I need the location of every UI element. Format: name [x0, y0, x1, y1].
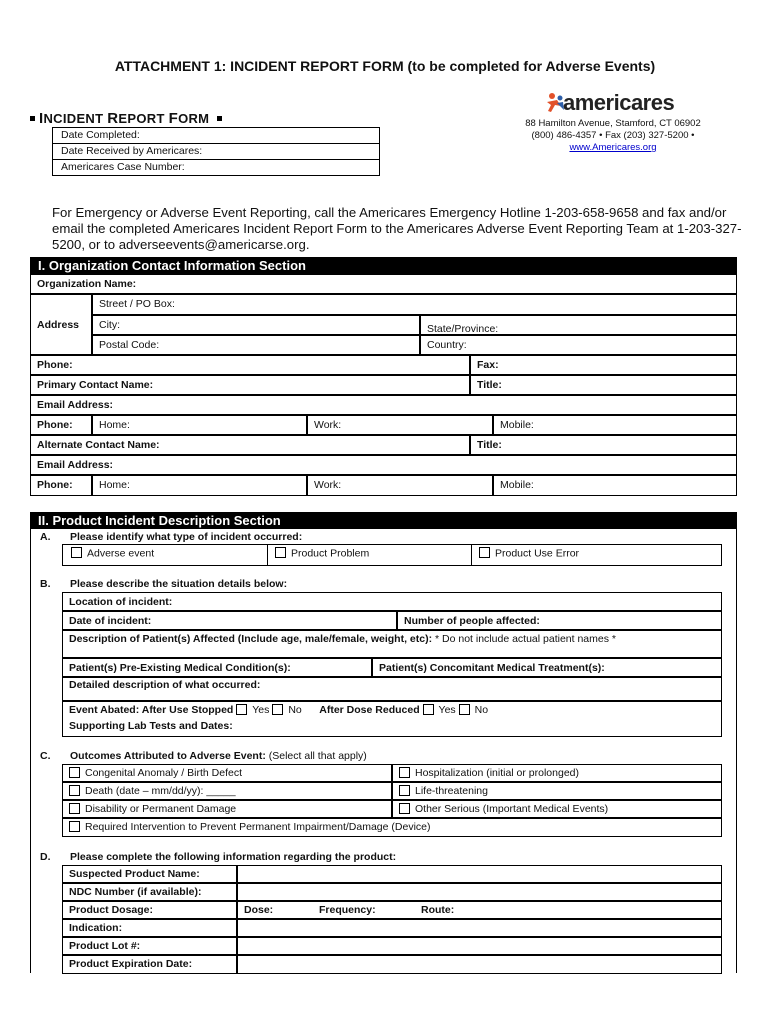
outcome-disability[interactable]: Disability or Permanent Damage	[62, 800, 392, 818]
city-field[interactable]: City:	[92, 315, 420, 335]
lab-tests-label: Supporting Lab Tests and Dates:	[69, 720, 233, 732]
left-border	[30, 529, 31, 973]
number-affected-field[interactable]: Number of people affected:	[397, 611, 722, 630]
americares-logo	[545, 90, 695, 116]
section-c-letter: C.	[40, 750, 51, 762]
bullet-square-icon	[30, 116, 35, 121]
office-use-box	[52, 127, 380, 176]
website-link[interactable]: www.Americares.org	[569, 142, 657, 153]
phone-field[interactable]: Phone:	[30, 355, 470, 375]
abated-yes-checkbox[interactable]	[236, 704, 247, 715]
checkbox-icon[interactable]	[69, 767, 80, 778]
abated-no-checkbox[interactable]	[272, 704, 283, 715]
outcome-required-intervention[interactable]: Required Intervention to Prevent Permanent Impairment/Damage (Device)	[62, 818, 722, 837]
alternate-phone-label: Phone:	[30, 475, 92, 496]
expiration-label: Product Expiration Date:	[62, 955, 237, 974]
checkbox-icon[interactable]	[399, 767, 410, 778]
country-field[interactable]: Country:	[420, 335, 737, 355]
street-field[interactable]: Street / PO Box:	[92, 294, 737, 315]
outcome-hospitalization[interactable]: Hospitalization (initial or prolonged)	[392, 764, 722, 782]
section-a-question: Please identify what type of incident occurred:	[70, 531, 303, 543]
dose-no-checkbox[interactable]	[459, 704, 470, 715]
product-use-error-option[interactable]: Product Use Error	[479, 547, 579, 560]
org-contact-table	[30, 274, 737, 496]
checkbox-icon[interactable]	[399, 785, 410, 796]
logo-wordmark: americares	[563, 90, 675, 115]
contact-address: 88 Hamilton Avenue, Stamford, CT 06902 (800) 486-4357 • Fax (203) 327-5200 • www.Americares.org	[490, 118, 736, 154]
checkbox-icon[interactable]	[479, 547, 490, 558]
dose-label: Dose:	[244, 904, 274, 916]
bullet-square-icon	[217, 116, 222, 121]
indication-label: Indication:	[62, 919, 237, 937]
preexisting-condition-field[interactable]: Patient(s) Pre-Existing Medical Condition(s):	[62, 658, 372, 677]
frequency-label: Frequency:	[319, 904, 376, 916]
event-abated-field: Event Abated: After Use Stopped Yes No After Dose Reduced Yes No Supporting Lab Tests and Dates:	[62, 701, 722, 737]
date-completed-field[interactable]: Date Completed:	[53, 128, 379, 144]
postal-field[interactable]: Postal Code:	[92, 335, 420, 355]
ndc-field[interactable]	[237, 883, 722, 901]
right-border	[736, 529, 737, 973]
alternate-home-phone-field[interactable]: Home:	[92, 475, 307, 496]
section-b-question: Please describe the situation details below:	[70, 578, 288, 590]
indication-field[interactable]	[237, 919, 722, 937]
checkbox-icon[interactable]	[275, 547, 286, 558]
dosage-field[interactable]	[237, 901, 722, 919]
adverse-event-option[interactable]: Adverse event	[71, 547, 154, 560]
intro-paragraph: For Emergency or Adverse Event Reporting, call the Americares Emergency Hotline 1-203-658-9658 and fax and/or email the completed Americares Incident Report Form to the Americares Adverse Event Reporting Team at 1-203-327-5200, or to adverseevents@americarse.org.	[52, 205, 742, 252]
dose-yes-checkbox[interactable]	[423, 704, 434, 715]
lot-label: Product Lot #:	[62, 937, 237, 955]
page-title: ATTACHMENT 1: INCIDENT REPORT FORM (to be completed for Adverse Events)	[114, 58, 656, 74]
situation-table	[62, 592, 722, 737]
ndc-label: NDC Number (if available):	[62, 883, 237, 901]
section-1-header: I. Organization Contact Information Section	[30, 257, 737, 274]
section-c-question: Outcomes Attributed to Adverse Event: (Select all that apply)	[70, 750, 367, 762]
product-name-field[interactable]	[237, 865, 722, 883]
checkbox-icon[interactable]	[69, 803, 80, 814]
checkbox-icon[interactable]	[71, 547, 82, 558]
org-name-field[interactable]: Organization Name:	[30, 274, 737, 294]
incident-date-field[interactable]: Date of incident:	[62, 611, 397, 630]
fax-field[interactable]: Fax:	[470, 355, 737, 375]
outcome-life-threatening[interactable]: Life-threatening	[392, 782, 722, 800]
checkbox-icon[interactable]	[69, 821, 80, 832]
primary-contact-field[interactable]: Primary Contact Name:	[30, 375, 470, 395]
outcome-death[interactable]: Death (date – mm/dd/yy): _____	[62, 782, 392, 800]
state-field[interactable]: State/Province:	[420, 315, 737, 335]
work-phone-field[interactable]: Work:	[307, 415, 493, 435]
outcomes-table	[62, 764, 722, 837]
checkbox-icon[interactable]	[69, 785, 80, 796]
alternate-work-phone-field[interactable]: Work:	[307, 475, 493, 496]
people-logo-icon	[545, 92, 565, 116]
outcome-other-serious[interactable]: Other Serious (Important Medical Events)	[392, 800, 722, 818]
product-name-label: Suspected Product Name:	[62, 865, 237, 883]
product-problem-option[interactable]: Product Problem	[275, 547, 369, 560]
detailed-description-field[interactable]: Detailed description of what occurred:	[62, 677, 722, 701]
email-field[interactable]: Email Address:	[30, 395, 737, 415]
incident-type-row	[62, 544, 722, 566]
dosage-label: Product Dosage:	[62, 901, 237, 919]
mobile-phone-field[interactable]: Mobile:	[493, 415, 737, 435]
home-phone-field[interactable]: Home:	[92, 415, 307, 435]
phone-label: Phone:	[30, 415, 92, 435]
route-label: Route:	[421, 904, 455, 916]
section-d-question: Please complete the following information regarding the product:	[70, 851, 397, 863]
product-table	[62, 865, 722, 974]
section-2-header: II. Product Incident Description Section	[30, 512, 737, 529]
date-received-field[interactable]: Date Received by Americares:	[53, 144, 379, 160]
alternate-mobile-phone-field[interactable]: Mobile:	[493, 475, 737, 496]
outcome-congenital[interactable]: Congenital Anomaly / Birth Defect	[62, 764, 392, 782]
alternate-title-field[interactable]: Title:	[470, 435, 737, 455]
section-a-letter: A.	[40, 531, 51, 543]
patient-description-field[interactable]: Description of Patient(s) Affected (Include age, male/female, weight, etc): * Do not include actual patient names *	[62, 630, 722, 658]
alternate-email-field[interactable]: Email Address:	[30, 455, 737, 475]
section-d-letter: D.	[40, 851, 51, 863]
form-heading: INCIDENT REPORT FORM	[30, 110, 226, 127]
address-label: Address	[30, 294, 92, 355]
location-field[interactable]: Location of incident:	[62, 592, 722, 611]
expiration-field[interactable]	[237, 955, 722, 974]
lot-field[interactable]	[237, 937, 722, 955]
section-b-letter: B.	[40, 578, 51, 590]
primary-title-field[interactable]: Title:	[470, 375, 737, 395]
concomitant-treatment-field[interactable]: Patient(s) Concomitant Medical Treatment(s):	[372, 658, 722, 677]
checkbox-icon[interactable]	[399, 803, 410, 814]
alternate-contact-field[interactable]: Alternate Contact Name:	[30, 435, 470, 455]
case-number-field[interactable]: Americares Case Number:	[61, 161, 185, 173]
